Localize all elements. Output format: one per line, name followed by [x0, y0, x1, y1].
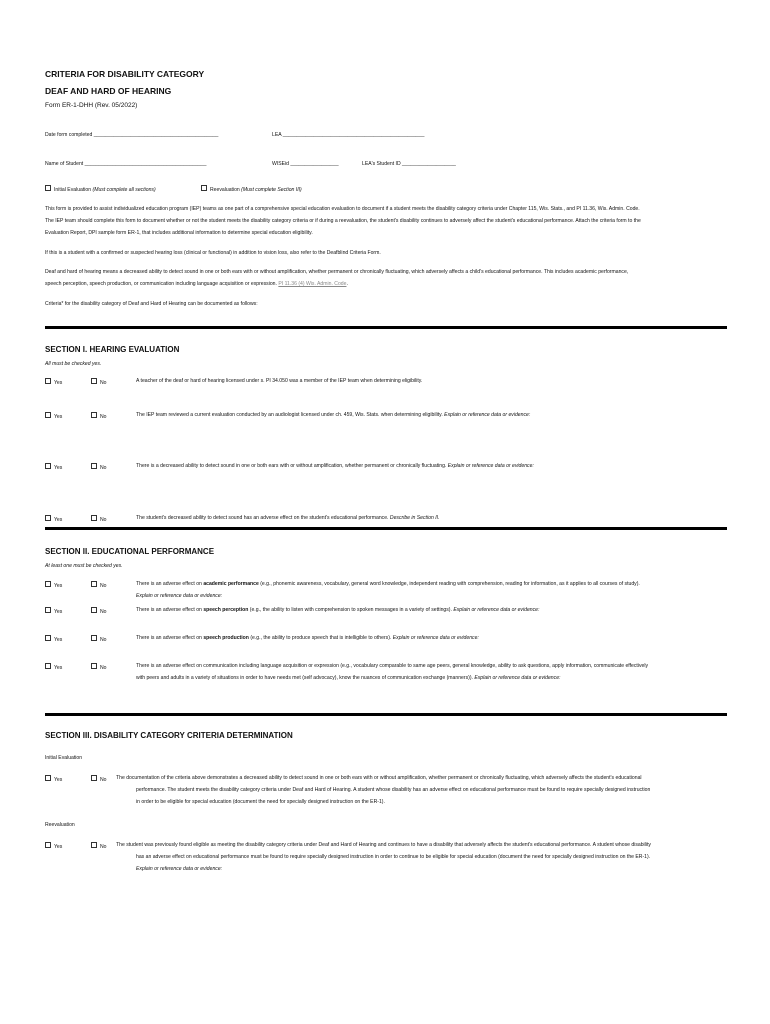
checkbox-icon[interactable] — [91, 463, 97, 469]
checkbox-icon[interactable] — [91, 581, 97, 587]
checkbox-icon[interactable] — [91, 775, 97, 781]
section-1-note: All must be checked yes. — [45, 361, 102, 367]
checkbox-icon[interactable] — [45, 775, 51, 781]
wiseid-field[interactable]: WISEid _________________ — [272, 161, 339, 167]
section-2-title: SECTION II. EDUCATIONAL PERFORMANCE — [45, 547, 215, 556]
s2-q3-no[interactable]: No — [91, 635, 107, 643]
s2-q2-text: There is an adverse effect on speech perception (e.g., the ability to listen with comprehension to spoken messages in a variety of settings). Explain or reference data or evidence: — [136, 607, 540, 613]
section-1-title: SECTION I. HEARING EVALUATION — [45, 345, 180, 354]
s2-q2-yes[interactable]: Yes — [45, 607, 62, 615]
s1-q3-yes[interactable]: Yes — [45, 463, 62, 471]
s2-q4-text-cont: with peers and adults in a variety of situations in order to have needs met (self advocacy), know the nuances of communication exchange (manners)). Explain or reference data or evidence: — [136, 675, 561, 681]
s2-q1-evidence: Explain or reference data or evidence: — [136, 593, 223, 599]
definition-line-2: speech perception, speech production, or communication including language acquisition or expression. PI 11.36 (4) Wis. Admin. Code. — [45, 281, 348, 287]
s1-q4-text: The student's decreased ability to detect sound has an adverse effect on the student's educational performance. Describe in Section II. — [136, 515, 440, 521]
s2-q1-yes[interactable]: Yes — [45, 581, 62, 589]
s2-q3-yes[interactable]: Yes — [45, 635, 62, 643]
section-divider — [45, 713, 727, 716]
section-divider — [45, 527, 727, 530]
s1-q3-text: There is a decreased ability to detect sound in one or both ears with or without amplification, whether permanent or chronically fluctuating. Explain or reference data or evidence: — [136, 463, 534, 469]
form-id: Form ER-1-DHH (Rev. 05/2022) — [45, 102, 138, 109]
s3-initial-text-2: performance. The student meets the disability category criteria under Deaf and Hard of Hearing. A student whose disability has an adverse effect on educational performance must be found to require specially designed instruction — [136, 787, 651, 793]
criteria-note: Criteria* for the disability category of Deaf and Hard of Hearing can be documented as follows: — [45, 301, 258, 307]
s2-q4-no[interactable]: No — [91, 663, 107, 671]
checkbox-icon[interactable] — [45, 842, 51, 848]
s3-initial-text-3: in order to be eligible for special education (document the need for specially designed instruction on the ER-1). — [136, 799, 385, 805]
initial-evaluation-option[interactable]: Initial Evaluation (Must complete all sections) — [45, 185, 156, 193]
s2-q2-no[interactable]: No — [91, 607, 107, 615]
s2-q1-text: There is an adverse effect on academic performance (e.g., phonemic awareness, vocabulary, general word knowledge, independent reading with comprehension, reading for information, as it applies to all courses of study). — [136, 581, 640, 587]
s1-q2-yes[interactable]: Yes — [45, 412, 62, 420]
checkbox-icon[interactable] — [201, 185, 207, 191]
lea-field[interactable]: LEA __________________________________________________ — [272, 132, 425, 138]
checkbox-icon[interactable] — [45, 607, 51, 613]
checkbox-icon[interactable] — [91, 842, 97, 848]
s3-reeval-evidence: Explain or reference data or evidence: — [136, 866, 223, 872]
checkbox-icon[interactable] — [45, 463, 51, 469]
reevaluation-option[interactable]: Reevaluation (Must complete Section III) — [201, 185, 302, 193]
reevaluation-label: Reevaluation — [45, 822, 75, 828]
section-divider — [45, 326, 727, 329]
checkbox-icon[interactable] — [91, 663, 97, 669]
s1-q1-text: A teacher of the deaf or hard of hearing licensed under s. PI 34.050 was a member of the IEP team when determining eligibility. — [136, 378, 423, 384]
admin-code-link[interactable]: PI 11.36 (4) Wis. Admin. Code — [278, 281, 347, 287]
section-3-title: SECTION III. DISABILITY CATEGORY CRITERIA DETERMINATION — [45, 731, 293, 740]
checkbox-icon[interactable] — [45, 378, 51, 384]
intro-line-3: Evaluation Report, DPI sample form ER-1, that includes additional information to determine special education eligibility. — [45, 230, 313, 236]
s3-reeval-text-2: has an adverse effect on educational performance must be found to require specially designed instruction in order to continue to be eligible for special education (document the need for specially designed instruction on the ER-1). — [136, 854, 651, 860]
s3-reeval-yes[interactable]: Yes — [45, 842, 62, 850]
checkbox-icon[interactable] — [45, 185, 51, 191]
s2-q4-yes[interactable]: Yes — [45, 663, 62, 671]
s2-q1-no[interactable]: No — [91, 581, 107, 589]
s3-initial-text-1: The documentation of the criteria above demonstrates a decreased ability to detect sound in one or both ears with or without amplification, whether permanent or chronically fluctuating, which adversely affects the student's educational — [116, 775, 642, 781]
s2-q3-text: There is an adverse effect on speech production (e.g., the ability to produce speech that is intelligible to others). Explain or reference data or evidence: — [136, 635, 479, 641]
checkbox-icon[interactable] — [45, 412, 51, 418]
checkbox-icon[interactable] — [91, 635, 97, 641]
checkbox-icon[interactable] — [45, 635, 51, 641]
checkbox-icon[interactable] — [45, 515, 51, 521]
initial-evaluation-label: Initial Evaluation — [45, 755, 83, 761]
s1-q2-text: The IEP team reviewed a current evaluation conducted by an audiologist licensed under ch. 459, Wis. Stats. when determining eligibility. Explain or reference data or evidence: — [136, 412, 531, 418]
s3-initial-yes[interactable]: Yes — [45, 775, 62, 783]
student-name-field[interactable]: Name of Student ___________________________________________ — [45, 161, 207, 167]
checkbox-icon[interactable] — [91, 412, 97, 418]
intro-line-2: The IEP team should complete this form to document whether or not the student meets the disability category criteria or if during a reevaluation, the student's disability continues to adversely affect the student's educational performance. Attach the criteria form to the — [45, 218, 641, 224]
s1-q3-no[interactable]: No — [91, 463, 107, 471]
section-2-note: At least one must be checked yes. — [45, 563, 123, 569]
checkbox-icon[interactable] — [45, 581, 51, 587]
checkbox-icon[interactable] — [91, 515, 97, 521]
s3-initial-no[interactable]: No — [91, 775, 107, 783]
s1-q1-yes[interactable]: Yes — [45, 378, 62, 386]
s3-reeval-no[interactable]: No — [91, 842, 107, 850]
s1-q1-no[interactable]: No — [91, 378, 107, 386]
date-completed-field[interactable]: Date form completed ____________________________________________ — [45, 132, 219, 138]
form-title-category: CRITERIA FOR DISABILITY CATEGORY — [45, 69, 205, 79]
s1-q4-yes[interactable]: Yes — [45, 515, 62, 523]
intro-line-1: This form is provided to assist individualized education program (IEP) teams as one part of a comprehensive special education evaluation to document if a student meets the disability category criteria under Chapter 115, Wis. Stats., and PI 11.36, Wis. Admin. Code. — [45, 206, 640, 212]
definition-line-1: Deaf and hard of hearing means a decreased ability to detect sound in one or both ears with or without amplification, whether permanent or chronically fluctuating, which adversely affects a child's educational performance. This includes academic performance, — [45, 269, 629, 275]
lea-student-id-field[interactable]: LEA's Student ID ___________________ — [362, 161, 456, 167]
checkbox-icon[interactable] — [45, 663, 51, 669]
s1-q2-no[interactable]: No — [91, 412, 107, 420]
checkbox-icon[interactable] — [91, 607, 97, 613]
s3-reeval-text-1: The student was previously found eligible as meeting the disability category criteria under Deaf and Hard of Hearing and continues to have a disability that adversely affects the student's educational performance. A student whose disability — [116, 842, 651, 848]
s1-q4-no[interactable]: No — [91, 515, 107, 523]
checkbox-icon[interactable] — [91, 378, 97, 384]
s2-q4-text: There is an adverse effect on communication including language acquisition or expression (e.g., vocabulary comparable to same age peers, general knowledge, ability to ask questions, apply information, communicate effectively — [136, 663, 649, 669]
intro-line-4: If this is a student with a confirmed or suspected hearing loss (clinical or functional) in addition to vision loss, also refer to the Deafblind Criteria Form. — [45, 250, 381, 256]
form-title-disability: DEAF AND HARD OF HEARING — [45, 86, 172, 96]
